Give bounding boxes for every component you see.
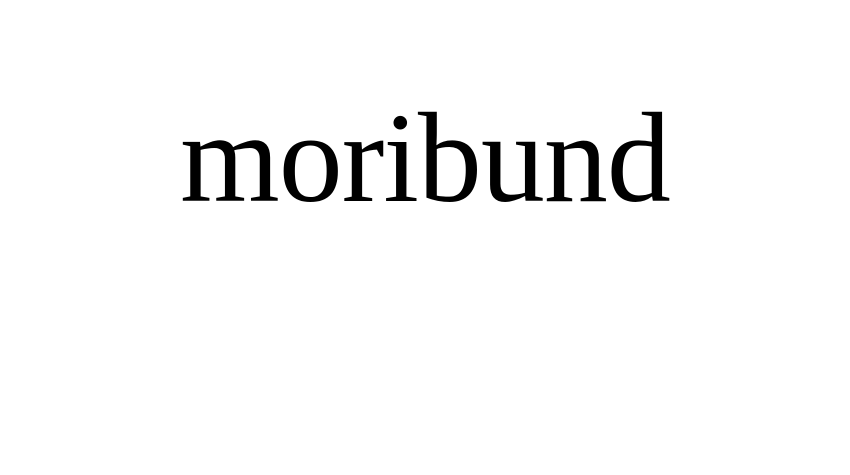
displayed-word: moribund <box>180 87 670 229</box>
